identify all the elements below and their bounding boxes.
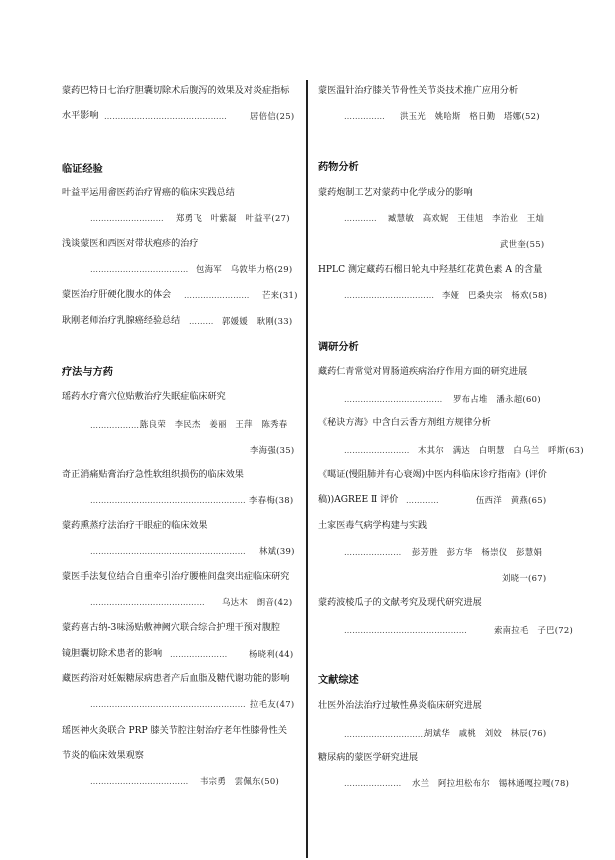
section-heading: 药物分析 — [318, 162, 359, 173]
article-title[interactable]: 蒙医温针治疗膝关节骨性关节炎技术推广应用分析 — [318, 86, 519, 96]
article-authors: 水兰 阿拉坦松布尔 锡林通嘎拉嘎(78) — [412, 778, 570, 788]
leader-dots: ………………………………………………… — [90, 547, 246, 556]
article-title[interactable]: 蒙药炮制工艺对蒙药中化学成分的影响 — [318, 188, 473, 198]
leader-dots: …………………………… — [344, 291, 435, 300]
leader-dots: …………………… — [184, 291, 250, 300]
article-title[interactable]: 瑶医神火灸联合 PRP 膝关节腔注射治疗老年性膝骨性关 — [62, 726, 287, 736]
article-title[interactable]: 壮医外治法治疗过敏性鼻炎临床研究进展 — [318, 701, 482, 711]
article-title-cont[interactable]: 节炎的临床效果观察 — [62, 751, 144, 761]
article-authors: 乌达木 朗音(42) — [222, 597, 293, 607]
leader-dots: ………………… — [344, 548, 402, 557]
leader-dots: ……………………………… — [90, 777, 189, 786]
article-title[interactable]: 蒙药波棱瓜子的文献考究及现代研究进展 — [318, 598, 482, 608]
article-title[interactable]: 土家医毒气病学构建与实践 — [318, 521, 428, 531]
leader-dots: ……………………………… — [90, 265, 189, 274]
leader-dots: ………………………………………………… — [90, 700, 246, 709]
article-title[interactable]: 藏药仁青常觉对胃肠道疾病治疗作用方面的研究进展 — [318, 367, 528, 377]
article-title-cont[interactable]: 稿))AGREE Ⅱ 评价 — [318, 495, 399, 505]
article-title[interactable]: 浅谈蒙医和西医对带状疱疹的治疗 — [62, 239, 199, 249]
article-title[interactable]: 奇正消痛贴膏治疗急性软组织损伤的临床效果 — [62, 470, 244, 480]
leader-dots: ………………………………………………… — [90, 496, 246, 505]
article-title[interactable]: 藏医药浴对妊娠糖尿病患者产后血脂及糖代谢功能的影响 — [62, 674, 290, 684]
section-heading: 临证经验 — [62, 164, 103, 175]
article-authors: 胡斌华 戚桃 刘姣 林辰(76) — [424, 728, 547, 738]
article-authors: 彭芳胜 彭方华 杨崇仪 彭慧娟 — [412, 547, 543, 557]
leader-dots: …………………… — [344, 446, 410, 455]
article-title[interactable]: 蒙医治疗肝硬化腹水的体会 — [62, 290, 172, 300]
article-authors: 李娅 巴桑央宗 杨欢(58) — [442, 290, 548, 300]
leader-dots: ……………………… — [90, 214, 164, 223]
article-authors: 拉毛友(47) — [250, 699, 295, 709]
article-title[interactable]: 蒙药熏蒸疗法治疗干眼症的临床效果 — [62, 521, 208, 531]
article-authors: 罗布占堆 潘永超(60) — [453, 394, 541, 404]
leader-dots: ………… — [344, 214, 377, 223]
leader-dots: …………………………………… — [90, 598, 205, 607]
section-heading: 疗法与方药 — [62, 367, 113, 378]
article-title[interactable]: 《噶证(慢阻肺并有心衰竭)中医内科临床诊疗指南》(评价 — [318, 470, 547, 480]
article-title[interactable]: HPLC 测定藏药石榴日轮丸中羟基红花黄色素 A 的含量 — [318, 265, 543, 275]
article-title[interactable]: 瑶药水疗膏穴位贴敷治疗失眠症临床研究 — [62, 392, 226, 402]
article-authors-cont: 刘晓一(67) — [502, 573, 547, 583]
section-heading: 调研分析 — [318, 342, 359, 353]
article-title[interactable]: 叶益平运用畲医药治疗胃癌的临床实践总结 — [62, 188, 235, 198]
article-authors-cont: 李海强(35) — [250, 445, 295, 455]
leader-dots: ……………………………………… — [104, 112, 227, 121]
leader-dots: ………… — [406, 496, 439, 505]
article-authors: 郑勇飞 叶紫凝 叶益平(27) — [176, 213, 290, 223]
column-divider — [306, 80, 308, 858]
article-authors: 韦宗勇 雲佩东(50) — [200, 776, 280, 786]
article-title[interactable]: 糖尿病的蒙医学研究进展 — [318, 753, 419, 763]
article-authors: 包海军 乌敦毕力格(29) — [196, 264, 293, 274]
leader-dots: ……………………………………… — [344, 626, 467, 635]
section-heading: 文献综述 — [318, 675, 359, 686]
article-authors-cont: 武世奎(55) — [500, 239, 545, 249]
article-authors: 木其尔 满达 白明慧 白乌兰 呼斯(63) — [418, 445, 584, 455]
article-title[interactable]: 蒙药喜古纳-3味汤贴敷神阙穴联合综合护理干预对腹腔 — [62, 623, 281, 633]
article-title-cont[interactable]: 水平影响 — [62, 111, 99, 121]
article-authors: 索南拉毛 子巴(72) — [494, 625, 574, 635]
leader-dots: …………… — [344, 112, 385, 121]
article-title-cont[interactable]: 镜胆囊切除术患者的影响 — [62, 649, 163, 659]
article-authors: 杨晓利(44) — [249, 649, 294, 659]
leader-dots: ………………… — [344, 779, 402, 788]
article-authors: 郭媛媛 耿刚(33) — [222, 316, 293, 326]
article-authors: 芒来(31) — [262, 290, 298, 300]
article-title[interactable]: 耿刚老师治疗乳腺癌经验总结 — [62, 316, 181, 326]
article-title[interactable]: 蒙医手法复位结合自重牵引治疗腰椎间盘突出症临床研究 — [62, 572, 290, 582]
leader-dots: ……………………………… — [344, 395, 443, 404]
article-authors: 臧慧敏 高欢妮 王佳旭 李治业 王灿 — [388, 213, 545, 223]
leader-dots: ………………… — [90, 421, 148, 430]
leader-dots: ………………………… — [344, 730, 426, 739]
leader-dots: ……… — [189, 317, 214, 326]
article-authors: 陈良荣 李民杰 姜丽 王萍 陈秀春 — [140, 419, 288, 429]
article-title[interactable]: 蒙药巴特日七治疗胆囊切除术后腹泻的效果及对炎症指标 — [62, 86, 290, 96]
article-title[interactable]: 《秘诀方海》中含白云香方剂组方规律分析 — [318, 418, 491, 428]
article-authors: 居倍信(25) — [250, 111, 295, 121]
leader-dots: ………………… — [170, 650, 228, 659]
article-authors: 林斌(39) — [259, 546, 295, 556]
article-authors: 李春梅(38) — [249, 495, 294, 505]
article-authors: 伍西洋 黄燕(65) — [476, 495, 547, 505]
article-authors: 洪玉光 姚哈斯 格日勤 塔娜(52) — [400, 111, 540, 121]
